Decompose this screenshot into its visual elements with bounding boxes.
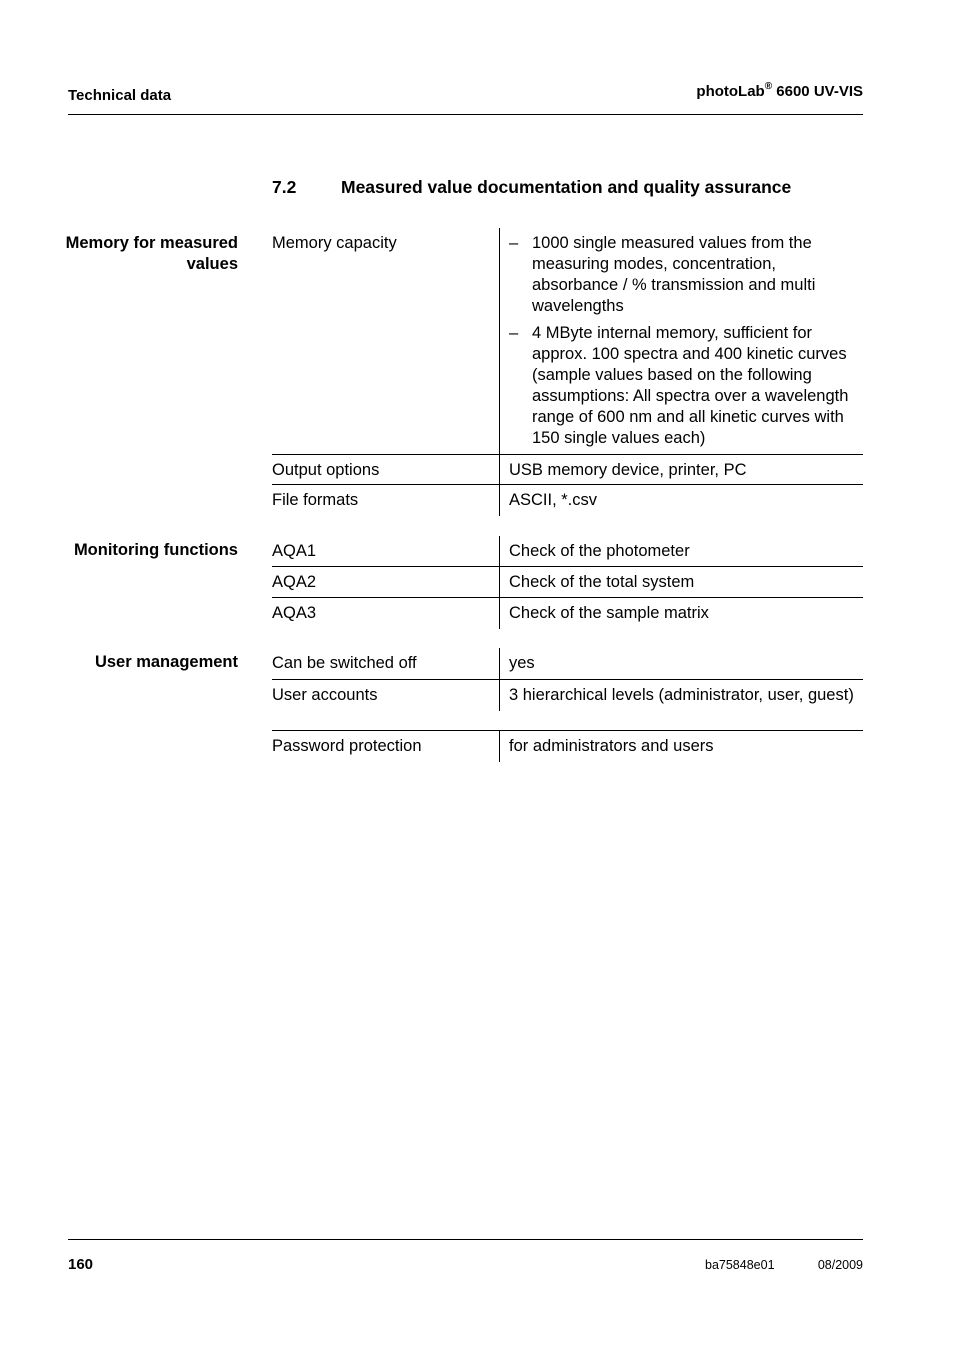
table-row-aqa1: [272, 536, 863, 567]
table-row-memory-capacity: [272, 228, 863, 454]
row-value: 3 hierarchical levels (administrator, user, guest): [499, 680, 863, 711]
list-item: [509, 323, 863, 449]
row-value: Check of the total system: [499, 567, 863, 598]
table-row-switch-off: [272, 648, 863, 679]
table-row-aqa2: [272, 566, 863, 598]
row-value: [499, 228, 863, 454]
list-item-text: 1000 single measured values from the measuring modes, concentration, absorbance / % transmission and multi wavelengths: [532, 234, 816, 315]
document-date: 08/2009: [817, 1258, 863, 1272]
row-value: yes: [499, 648, 863, 679]
document-number: ba75848e01: [705, 1258, 775, 1272]
section-title: Measured value documentation and quality assurance: [341, 177, 792, 197]
section-number: 7.2: [272, 177, 297, 197]
page-number: 160: [68, 1256, 94, 1273]
row-name: Output options: [272, 461, 380, 479]
row-value: USB memory device, printer, PC: [499, 455, 863, 486]
row-name: AQA3: [272, 604, 317, 622]
row-name: AQA1: [272, 542, 317, 560]
table-row-file-formats: [272, 484, 863, 516]
registered-mark: ®: [764, 81, 773, 92]
row-value: ASCII, *.csv: [499, 485, 863, 516]
row-value: for administrators and users: [499, 731, 863, 762]
row-name: AQA2: [272, 573, 317, 591]
table-row-password: [272, 730, 863, 762]
product-model: 6600 UV-VIS: [772, 83, 863, 100]
table-row-aqa3: [272, 597, 863, 629]
row-name: File formats: [272, 491, 359, 509]
group-label-memory: Memory for measured values: [65, 234, 238, 273]
table-row-output-options: [272, 454, 863, 486]
row-value: Check of the photometer: [499, 536, 863, 567]
row-name: Memory capacity: [272, 234, 397, 252]
footer-rule: [68, 1239, 863, 1240]
product-name: photoLab: [696, 83, 765, 100]
table-row-user-accounts: [272, 679, 863, 711]
dash: –: [509, 324, 519, 342]
row-name: Password protection: [272, 737, 422, 755]
header-rule: [68, 114, 863, 115]
row-value: Check of the sample matrix: [499, 598, 863, 629]
dash: –: [509, 234, 519, 252]
list-item: [509, 233, 863, 317]
running-header-product: [696, 83, 863, 100]
list-item-text: 4 MByte internal memory, sufficient for approx. 100 spectra and 400 kinetic curves (sample values based on the following assumptions: All spectra over a wavelength range of 600 nm and all kinetic curves with 150 single values each): [532, 324, 849, 447]
row-name: Can be switched off: [272, 654, 417, 672]
running-header-section: Technical data: [68, 87, 172, 104]
group-label-user-management: User management: [94, 653, 238, 671]
row-name: User accounts: [272, 686, 378, 704]
group-label-monitoring: Monitoring functions: [73, 541, 238, 559]
